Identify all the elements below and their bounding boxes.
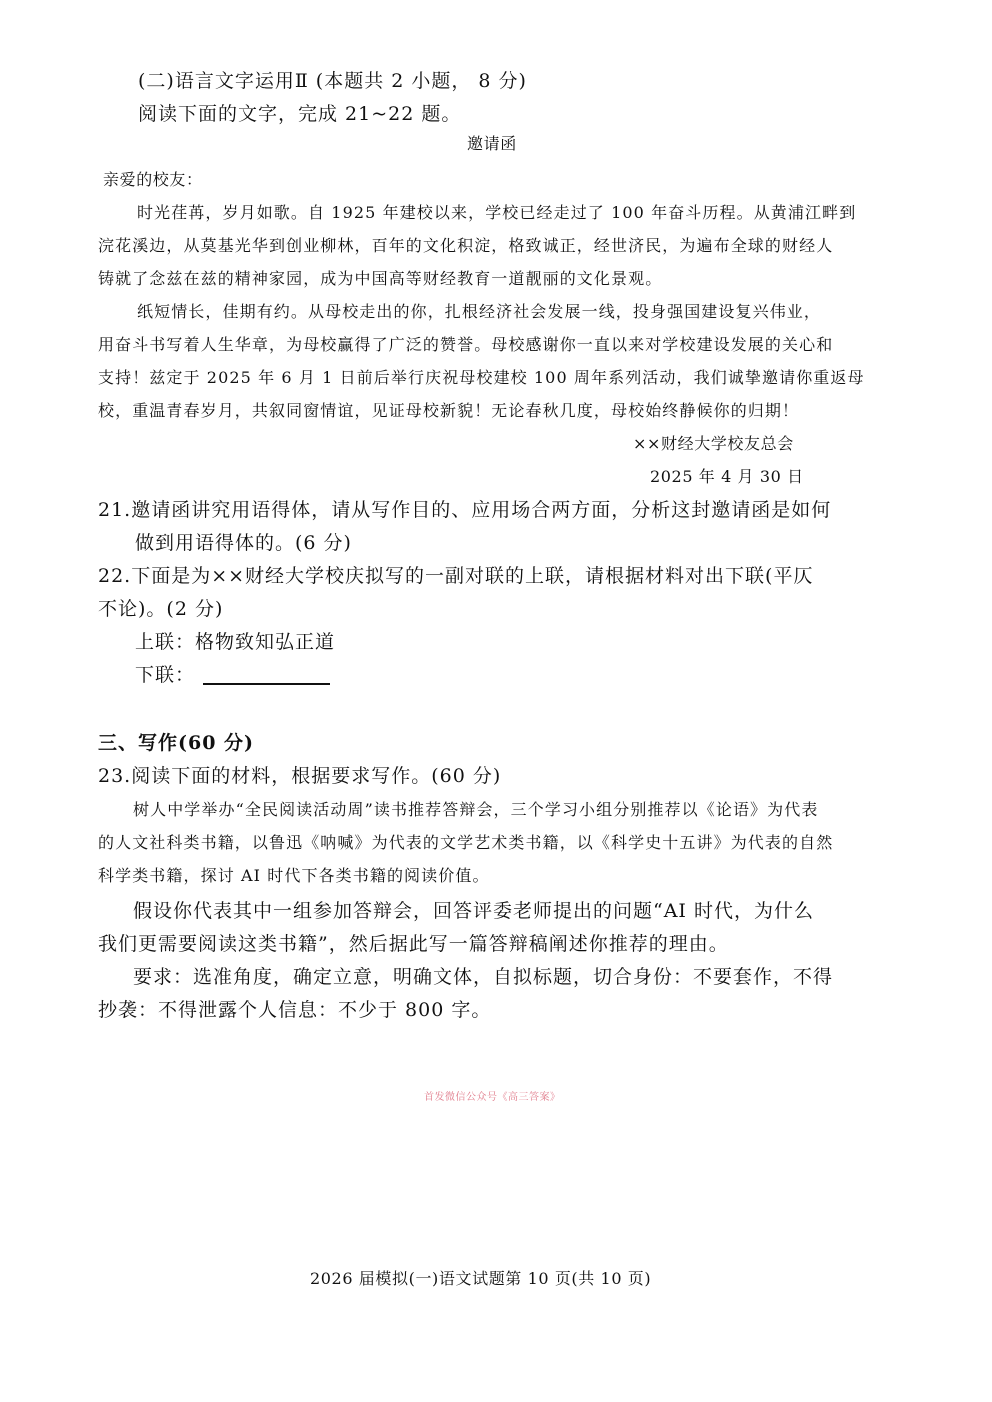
text-line: 树人中学举办“全民阅读活动周”读书推荐答辩会，三个学习小组分别推荐以《论语》为代表 (133, 800, 819, 819)
question-21-line2: 做到用语得体的。(6 分) (135, 532, 352, 554)
question-22-line1: 22.下面是为××财经大学校庆拟写的一副对联的上联，请根据材料对出下联(平仄 (98, 565, 814, 587)
couplet-lower-label: 下联： (135, 664, 196, 686)
text-line: 纸短情长，佳期有约。从母校走出的你，扎根经济社会发展一线，投身强国建设复兴伟业， (137, 302, 822, 321)
letter-title: 邀请函 (467, 134, 517, 153)
section2-instruction: 阅读下面的文字，完成 21~22 题。 (138, 103, 462, 125)
text-line: 时光荏苒，岁月如歌。自 1925 年建校以来，学校已经走过了 100 年奋斗历程。从黄浦江畔到 (137, 203, 857, 222)
text-line: 我们更需要阅读这类书籍”，然后据此写一篇答辩稿阐述你推荐的理由。 (98, 933, 729, 955)
page-footer: 2026 届模拟(一)语文试题第 10 页(共 10 页) (310, 1269, 652, 1288)
question-21-line1: 21.邀请函讲究用语得体，请从写作目的、应用场合两方面，分析这封邀请函是如何 (98, 499, 832, 521)
letter-salutation: 亲爱的校友： (103, 170, 203, 189)
watermark-text: 首发微信公众号《高三答案》 (424, 1092, 561, 1103)
letter-date: 2025 年 4 月 30 日 (650, 467, 804, 486)
text-line: 校，重温青春岁月，共叙同窗情谊，见证母校新貌！无论春秋几度，母校始终静候你的归期！ (98, 401, 800, 420)
question-23-line1: 23.阅读下面的材料，根据要求写作。(60 分) (98, 765, 502, 787)
couplet-upper: 上联：格物致知弘正道 (135, 631, 336, 653)
section3-heading: 三、写作(60 分) (98, 732, 255, 754)
answer-blank-line (203, 683, 330, 685)
text-line: 用奋斗书写着人生华章，为母校赢得了广泛的赞誉。母校感谢你一直以来对学校建设发展的关心和 (98, 335, 834, 354)
text-line: 铸就了念兹在兹的精神家园，成为中国高等财经教育一道靓丽的文化景观。 (98, 269, 663, 288)
text-line: 支持！兹定于 2025 年 6 月 1 日前后举行庆祝母校建校 100 周年系列活动，我们诚挚邀请你重返母 (98, 368, 865, 387)
question-22-line2: 不论)。(2 分) (98, 598, 224, 620)
text-line: 抄袭：不得泄露个人信息：不少于 800 字。 (98, 999, 492, 1021)
text-line: 的人文社科类书籍，以鲁迅《呐喊》为代表的文学艺术类书籍，以《科学史十五讲》为代表的自然 (98, 833, 834, 852)
text-line: 假设你代表其中一组参加答辩会，回答评委老师提出的问题“AI 时代，为什么 (133, 900, 814, 922)
text-line: 浣花溪边，从莫基光华到创业柳林，百年的文化积淀，格致诚正，经世济民，为遍布全球的财经人 (98, 236, 834, 255)
section2-heading: (二)语言文字运用Ⅱ (本题共 2 小题， 8 分) (138, 70, 527, 92)
text-line: 科学类书籍，探讨 AI 时代下各类书籍的阅读价值。 (98, 866, 490, 885)
letter-signature: ××财经大学校友总会 (633, 434, 794, 453)
text-line: 要求：选准角度，确定立意，明确文体，自拟标题，切合身份：不要套作，不得 (133, 966, 834, 988)
